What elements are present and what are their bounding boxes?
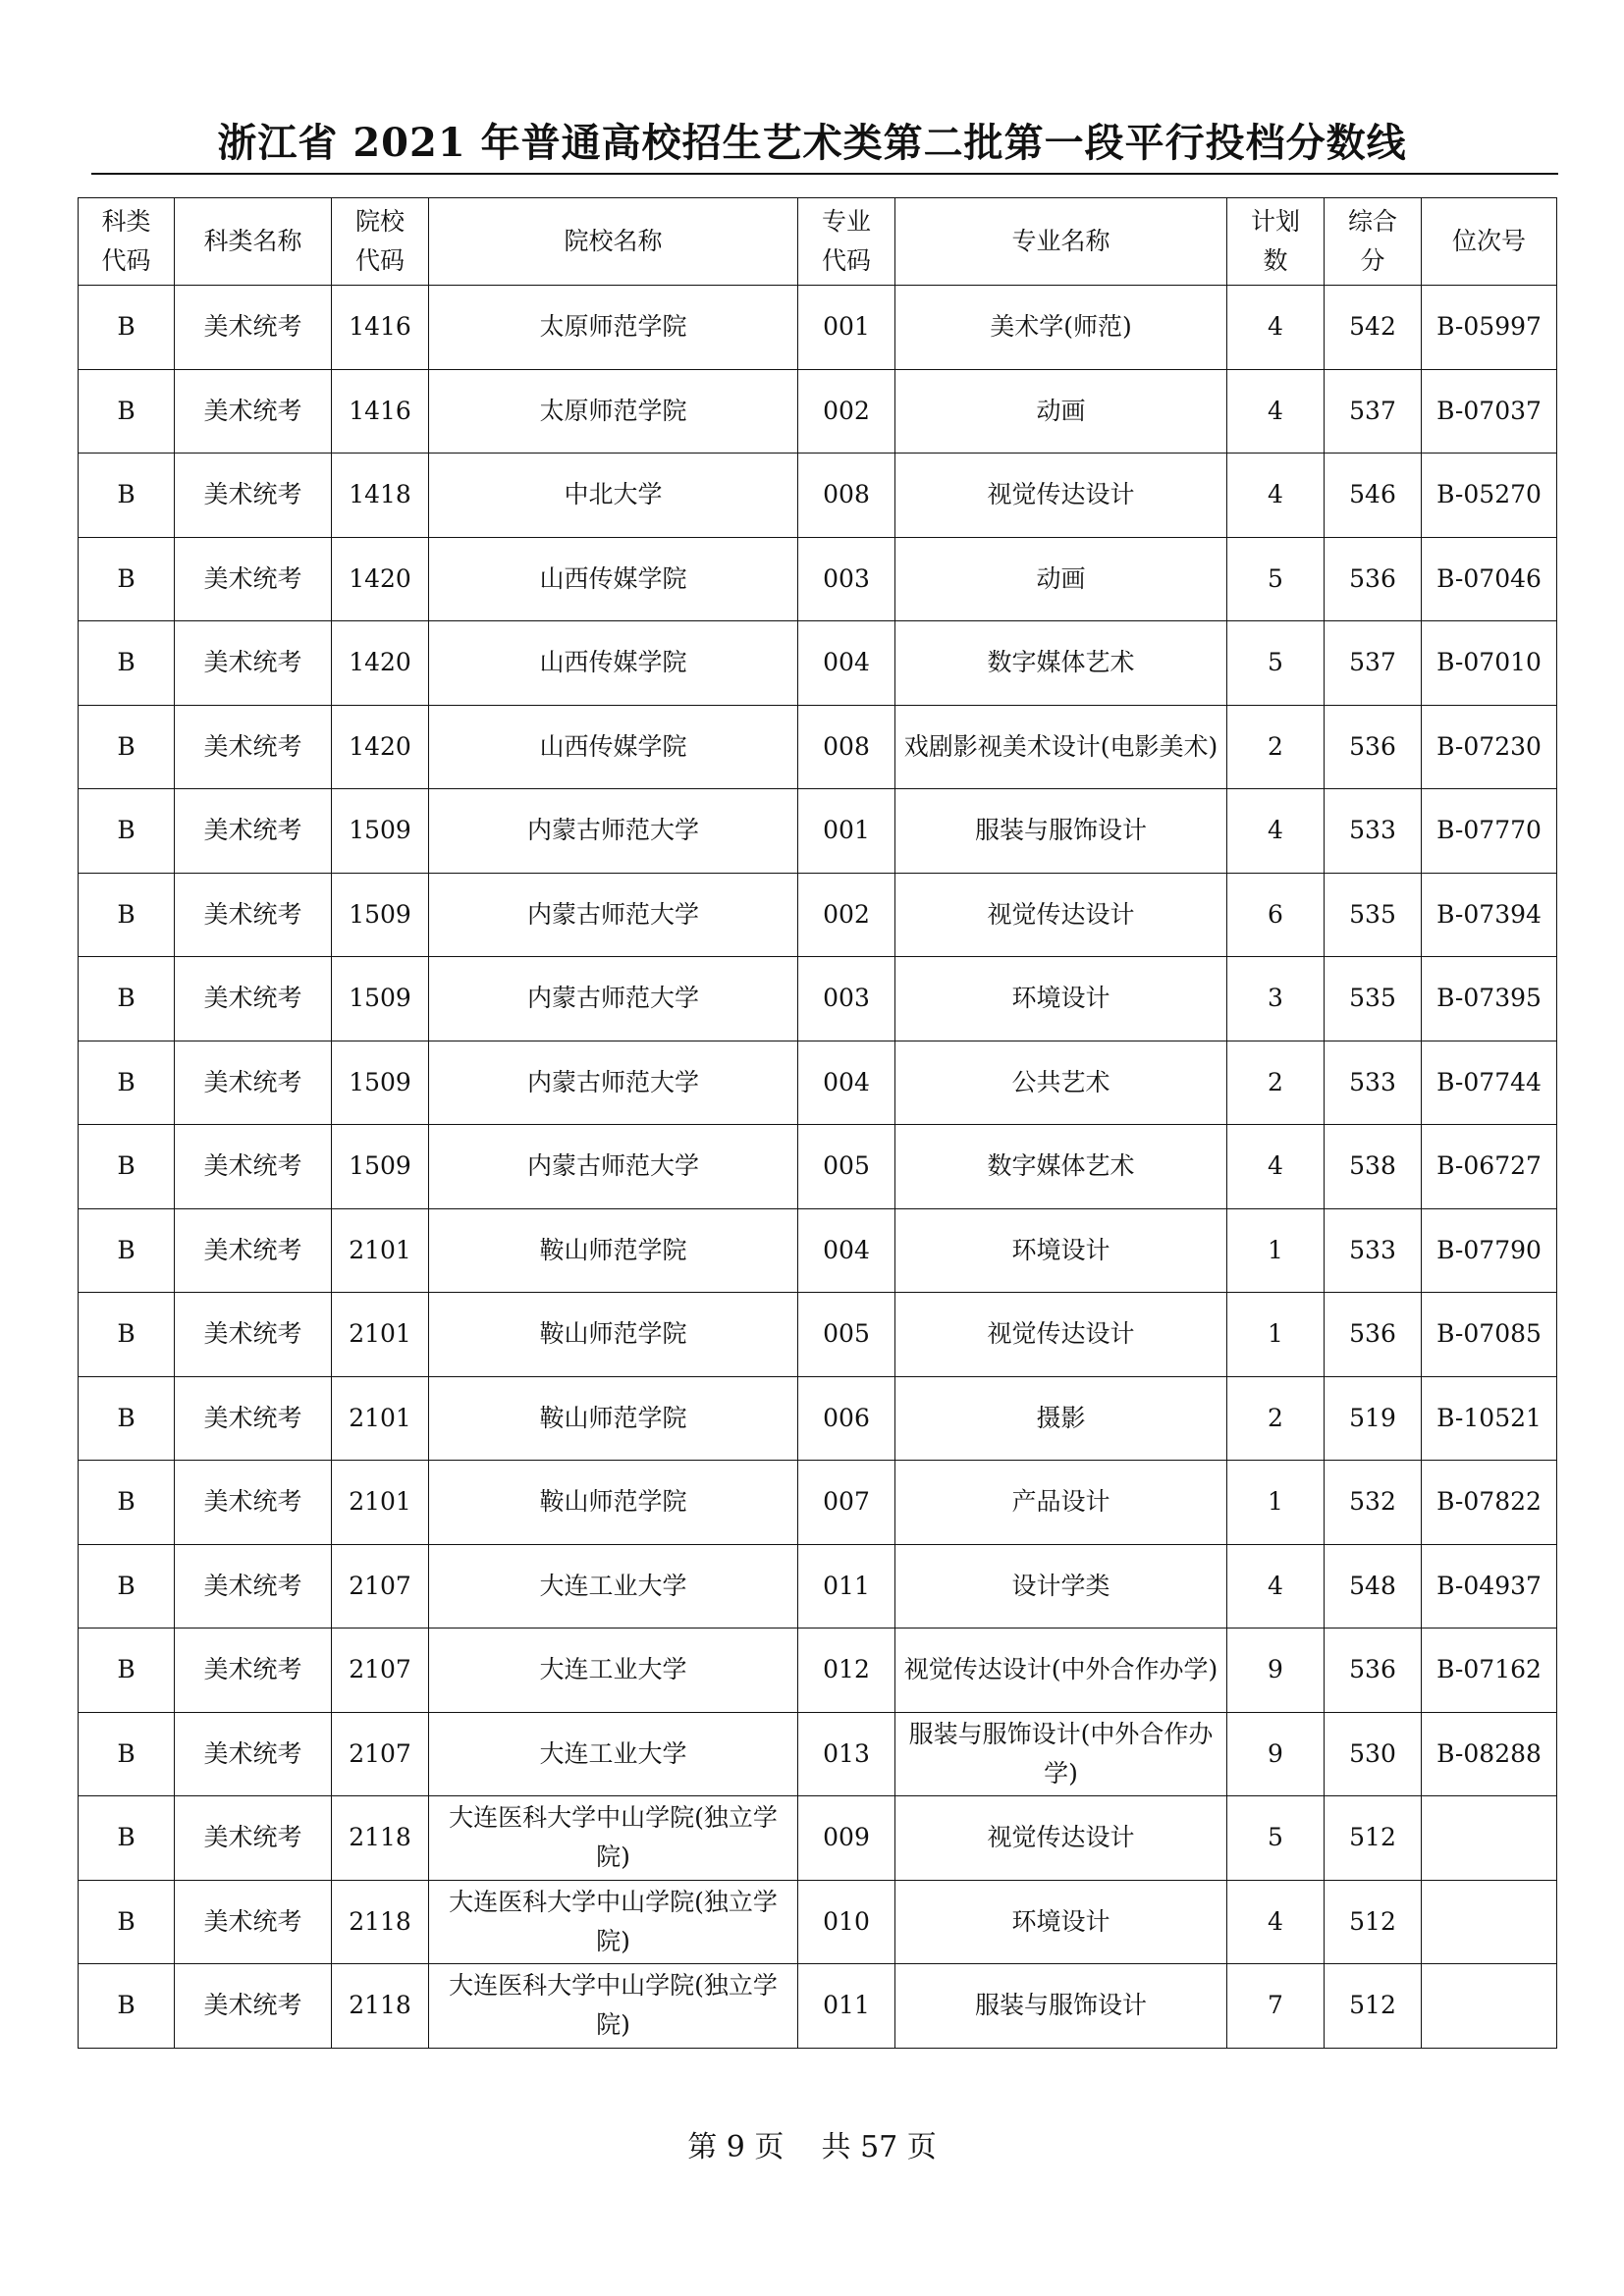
table-row bbox=[79, 705, 1557, 789]
score-table bbox=[78, 197, 1557, 2049]
cell-subject-code: B bbox=[79, 1544, 175, 1629]
cell-plan: 2 bbox=[1227, 705, 1325, 789]
cell-subject-name: 美术统考 bbox=[175, 957, 332, 1041]
cell-score: 533 bbox=[1325, 789, 1422, 874]
cell-rank: B-06727 bbox=[1422, 1125, 1557, 1209]
cell-rank: B-07822 bbox=[1422, 1461, 1557, 1545]
cell-plan: 4 bbox=[1227, 1544, 1325, 1629]
header-plan: 计划 数 bbox=[1227, 198, 1325, 286]
cell-subject-code: B bbox=[79, 1461, 175, 1545]
cell-school-code: 1418 bbox=[332, 454, 429, 538]
cell-rank: B-07046 bbox=[1422, 537, 1557, 621]
cell-score: 530 bbox=[1325, 1712, 1422, 1796]
cell-score: 533 bbox=[1325, 1208, 1422, 1293]
cell-subject-name: 美术统考 bbox=[175, 1629, 332, 1713]
cell-subject-name: 美术统考 bbox=[175, 789, 332, 874]
cell-subject-name: 美术统考 bbox=[175, 1125, 332, 1209]
cell-major-code: 008 bbox=[798, 705, 895, 789]
cell-major-code: 001 bbox=[798, 286, 895, 370]
table-row bbox=[79, 1796, 1557, 1881]
cell-major-code: 001 bbox=[798, 789, 895, 874]
cell-major-name: 美术学(师范) bbox=[895, 286, 1227, 370]
table-row bbox=[79, 537, 1557, 621]
header-rank: 位次号 bbox=[1422, 198, 1557, 286]
header-subject-code: 科类 代码 bbox=[79, 198, 175, 286]
cell-school-code: 1416 bbox=[332, 369, 429, 454]
cell-major-name: 摄影 bbox=[895, 1376, 1227, 1461]
header-school-code: 院校 代码 bbox=[332, 198, 429, 286]
cell-major-name: 数字媒体艺术 bbox=[895, 1125, 1227, 1209]
cell-major-name: 设计学类 bbox=[895, 1544, 1227, 1629]
cell-score: 536 bbox=[1325, 537, 1422, 621]
table-row bbox=[79, 1712, 1557, 1796]
cell-major-name: 环境设计 bbox=[895, 1880, 1227, 1964]
cell-major-code: 012 bbox=[798, 1629, 895, 1713]
cell-school-code: 1420 bbox=[332, 621, 429, 706]
cell-major-name: 服装与服饰设计(中外合作办学) bbox=[895, 1712, 1227, 1796]
header-subject-name: 科类名称 bbox=[175, 198, 332, 286]
cell-plan: 5 bbox=[1227, 537, 1325, 621]
cell-school-name: 鞍山师范学院 bbox=[429, 1293, 798, 1377]
cell-subject-code: B bbox=[79, 369, 175, 454]
cell-school-code: 2107 bbox=[332, 1629, 429, 1713]
cell-school-code: 1420 bbox=[332, 537, 429, 621]
cell-school-code: 1416 bbox=[332, 286, 429, 370]
cell-school-code: 1509 bbox=[332, 789, 429, 874]
cell-school-code: 2118 bbox=[332, 1964, 429, 2049]
cell-major-code: 004 bbox=[798, 621, 895, 706]
cell-subject-name: 美术统考 bbox=[175, 621, 332, 706]
page-footer bbox=[0, 2127, 1624, 2168]
cell-school-name: 大连工业大学 bbox=[429, 1712, 798, 1796]
cell-subject-name: 美术统考 bbox=[175, 454, 332, 538]
cell-subject-name: 美术统考 bbox=[175, 1712, 332, 1796]
cell-major-name: 动画 bbox=[895, 369, 1227, 454]
cell-plan: 2 bbox=[1227, 1041, 1325, 1125]
title-underline bbox=[91, 173, 1558, 175]
cell-score: 533 bbox=[1325, 1041, 1422, 1125]
cell-subject-code: B bbox=[79, 957, 175, 1041]
cell-major-code: 004 bbox=[798, 1208, 895, 1293]
header-major-name: 专业名称 bbox=[895, 198, 1227, 286]
cell-subject-code: B bbox=[79, 1041, 175, 1125]
cell-rank: B-05997 bbox=[1422, 286, 1557, 370]
cell-rank: B-05270 bbox=[1422, 454, 1557, 538]
cell-major-code: 010 bbox=[798, 1880, 895, 1964]
table-row bbox=[79, 1544, 1557, 1629]
cell-major-code: 005 bbox=[798, 1125, 895, 1209]
cell-school-code: 2118 bbox=[332, 1796, 429, 1881]
table-row bbox=[79, 1293, 1557, 1377]
cell-rank: B-10521 bbox=[1422, 1376, 1557, 1461]
cell-school-name: 内蒙古师范大学 bbox=[429, 1041, 798, 1125]
cell-major-name: 公共艺术 bbox=[895, 1041, 1227, 1125]
table-row bbox=[79, 957, 1557, 1041]
cell-score: 536 bbox=[1325, 1629, 1422, 1713]
cell-subject-name: 美术统考 bbox=[175, 1041, 332, 1125]
table-row bbox=[79, 1041, 1557, 1125]
cell-major-code: 009 bbox=[798, 1796, 895, 1881]
cell-major-name: 视觉传达设计 bbox=[895, 1293, 1227, 1377]
cell-school-name: 内蒙古师范大学 bbox=[429, 1125, 798, 1209]
cell-subject-code: B bbox=[79, 621, 175, 706]
cell-rank: B-08288 bbox=[1422, 1712, 1557, 1796]
cell-score: 535 bbox=[1325, 873, 1422, 957]
cell-major-name: 数字媒体艺术 bbox=[895, 621, 1227, 706]
cell-plan: 6 bbox=[1227, 873, 1325, 957]
cell-school-name: 大连医科大学中山学院(独立学院) bbox=[429, 1964, 798, 2049]
cell-school-name: 山西传媒学院 bbox=[429, 621, 798, 706]
table-row bbox=[79, 1208, 1557, 1293]
cell-school-name: 内蒙古师范大学 bbox=[429, 789, 798, 874]
cell-major-name: 动画 bbox=[895, 537, 1227, 621]
page-title: 浙江省 2021 年普通高校招生艺术类第二批第一段平行投档分数线 bbox=[217, 120, 1407, 166]
cell-major-code: 011 bbox=[798, 1964, 895, 2049]
cell-subject-code: B bbox=[79, 1964, 175, 2049]
cell-score: 512 bbox=[1325, 1880, 1422, 1964]
cell-major-name: 视觉传达设计 bbox=[895, 873, 1227, 957]
cell-rank bbox=[1422, 1964, 1557, 2049]
cell-school-code: 1509 bbox=[332, 1041, 429, 1125]
cell-plan: 4 bbox=[1227, 369, 1325, 454]
cell-school-name: 太原师范学院 bbox=[429, 369, 798, 454]
page-number: 第 9 页 bbox=[687, 2130, 785, 2164]
cell-major-name: 服装与服饰设计 bbox=[895, 1964, 1227, 2049]
cell-rank: B-07162 bbox=[1422, 1629, 1557, 1713]
table-row bbox=[79, 1125, 1557, 1209]
cell-rank: B-07744 bbox=[1422, 1041, 1557, 1125]
cell-plan: 3 bbox=[1227, 957, 1325, 1041]
cell-subject-code: B bbox=[79, 1629, 175, 1713]
cell-major-name: 产品设计 bbox=[895, 1461, 1227, 1545]
cell-subject-name: 美术统考 bbox=[175, 873, 332, 957]
table-row bbox=[79, 454, 1557, 538]
cell-score: 532 bbox=[1325, 1461, 1422, 1545]
cell-subject-code: B bbox=[79, 789, 175, 874]
cell-major-name: 视觉传达设计 bbox=[895, 1796, 1227, 1881]
table-row bbox=[79, 621, 1557, 706]
cell-subject-name: 美术统考 bbox=[175, 369, 332, 454]
cell-plan: 4 bbox=[1227, 1880, 1325, 1964]
table-header-row bbox=[79, 198, 1557, 286]
cell-major-name: 环境设计 bbox=[895, 1208, 1227, 1293]
cell-school-code: 2101 bbox=[332, 1293, 429, 1377]
cell-score: 538 bbox=[1325, 1125, 1422, 1209]
table-row bbox=[79, 1461, 1557, 1545]
cell-plan: 1 bbox=[1227, 1461, 1325, 1545]
table-row bbox=[79, 286, 1557, 370]
cell-school-code: 1509 bbox=[332, 873, 429, 957]
cell-major-code: 002 bbox=[798, 873, 895, 957]
cell-major-name: 视觉传达设计(中外合作办学) bbox=[895, 1629, 1227, 1713]
cell-major-code: 011 bbox=[798, 1544, 895, 1629]
cell-subject-name: 美术统考 bbox=[175, 1208, 332, 1293]
cell-school-name: 中北大学 bbox=[429, 454, 798, 538]
cell-plan: 1 bbox=[1227, 1293, 1325, 1377]
cell-subject-code: B bbox=[79, 705, 175, 789]
cell-school-name: 山西传媒学院 bbox=[429, 705, 798, 789]
cell-school-code: 2118 bbox=[332, 1880, 429, 1964]
cell-major-name: 视觉传达设计 bbox=[895, 454, 1227, 538]
cell-school-code: 2101 bbox=[332, 1376, 429, 1461]
table-row bbox=[79, 1629, 1557, 1713]
cell-subject-name: 美术统考 bbox=[175, 1544, 332, 1629]
cell-plan: 5 bbox=[1227, 1796, 1325, 1881]
cell-plan: 7 bbox=[1227, 1964, 1325, 2049]
cell-major-code: 005 bbox=[798, 1293, 895, 1377]
cell-score: 536 bbox=[1325, 705, 1422, 789]
cell-major-code: 008 bbox=[798, 454, 895, 538]
cell-major-code: 007 bbox=[798, 1461, 895, 1545]
cell-score: 537 bbox=[1325, 621, 1422, 706]
cell-subject-name: 美术统考 bbox=[175, 1880, 332, 1964]
table-body bbox=[79, 286, 1557, 2049]
cell-school-code: 1509 bbox=[332, 957, 429, 1041]
cell-subject-code: B bbox=[79, 1712, 175, 1796]
cell-school-name: 大连工业大学 bbox=[429, 1629, 798, 1713]
cell-score: 512 bbox=[1325, 1796, 1422, 1881]
cell-school-name: 大连医科大学中山学院(独立学院) bbox=[429, 1880, 798, 1964]
cell-school-code: 1509 bbox=[332, 1125, 429, 1209]
cell-score: 546 bbox=[1325, 454, 1422, 538]
table-row bbox=[79, 789, 1557, 874]
cell-school-code: 2101 bbox=[332, 1461, 429, 1545]
cell-major-name: 服装与服饰设计 bbox=[895, 789, 1227, 874]
cell-subject-code: B bbox=[79, 1208, 175, 1293]
cell-rank: B-07085 bbox=[1422, 1293, 1557, 1377]
cell-score: 536 bbox=[1325, 1293, 1422, 1377]
cell-school-name: 内蒙古师范大学 bbox=[429, 957, 798, 1041]
cell-rank: B-07394 bbox=[1422, 873, 1557, 957]
cell-school-name: 太原师范学院 bbox=[429, 286, 798, 370]
cell-plan: 9 bbox=[1227, 1629, 1325, 1713]
cell-school-code: 2107 bbox=[332, 1544, 429, 1629]
table-row bbox=[79, 873, 1557, 957]
cell-major-code: 002 bbox=[798, 369, 895, 454]
cell-rank bbox=[1422, 1880, 1557, 1964]
cell-rank: B-07230 bbox=[1422, 705, 1557, 789]
cell-subject-name: 美术统考 bbox=[175, 1293, 332, 1377]
cell-score: 542 bbox=[1325, 286, 1422, 370]
table-row bbox=[79, 1880, 1557, 1964]
page-total: 共 57 页 bbox=[821, 2130, 937, 2164]
cell-major-code: 003 bbox=[798, 957, 895, 1041]
cell-subject-name: 美术统考 bbox=[175, 286, 332, 370]
cell-plan: 2 bbox=[1227, 1376, 1325, 1461]
cell-subject-code: B bbox=[79, 1880, 175, 1964]
cell-score: 548 bbox=[1325, 1544, 1422, 1629]
table-row bbox=[79, 1376, 1557, 1461]
cell-subject-code: B bbox=[79, 286, 175, 370]
cell-rank bbox=[1422, 1796, 1557, 1881]
cell-subject-name: 美术统考 bbox=[175, 1376, 332, 1461]
cell-school-name: 鞍山师范学院 bbox=[429, 1208, 798, 1293]
cell-school-code: 2101 bbox=[332, 1208, 429, 1293]
cell-school-name: 山西传媒学院 bbox=[429, 537, 798, 621]
cell-major-code: 013 bbox=[798, 1712, 895, 1796]
header-score: 综合 分 bbox=[1325, 198, 1422, 286]
header-major-code: 专业 代码 bbox=[798, 198, 895, 286]
cell-subject-code: B bbox=[79, 537, 175, 621]
cell-subject-code: B bbox=[79, 1796, 175, 1881]
cell-school-code: 1420 bbox=[332, 705, 429, 789]
cell-subject-name: 美术统考 bbox=[175, 1796, 332, 1881]
cell-major-code: 003 bbox=[798, 537, 895, 621]
cell-plan: 1 bbox=[1227, 1208, 1325, 1293]
cell-subject-code: B bbox=[79, 873, 175, 957]
cell-subject-code: B bbox=[79, 1293, 175, 1377]
cell-subject-name: 美术统考 bbox=[175, 1964, 332, 2049]
cell-school-name: 大连医科大学中山学院(独立学院) bbox=[429, 1796, 798, 1881]
cell-subject-code: B bbox=[79, 454, 175, 538]
cell-score: 537 bbox=[1325, 369, 1422, 454]
cell-rank: B-07037 bbox=[1422, 369, 1557, 454]
cell-plan: 9 bbox=[1227, 1712, 1325, 1796]
header-school-name: 院校名称 bbox=[429, 198, 798, 286]
cell-rank: B-04937 bbox=[1422, 1544, 1557, 1629]
cell-school-name: 鞍山师范学院 bbox=[429, 1461, 798, 1545]
cell-score: 519 bbox=[1325, 1376, 1422, 1461]
table-row bbox=[79, 1964, 1557, 2049]
cell-score: 512 bbox=[1325, 1964, 1422, 2049]
table-row bbox=[79, 369, 1557, 454]
cell-major-name: 戏剧影视美术设计(电影美术) bbox=[895, 705, 1227, 789]
cell-major-code: 006 bbox=[798, 1376, 895, 1461]
cell-school-name: 内蒙古师范大学 bbox=[429, 873, 798, 957]
cell-score: 535 bbox=[1325, 957, 1422, 1041]
cell-rank: B-07770 bbox=[1422, 789, 1557, 874]
cell-rank: B-07395 bbox=[1422, 957, 1557, 1041]
cell-plan: 4 bbox=[1227, 454, 1325, 538]
cell-major-name: 环境设计 bbox=[895, 957, 1227, 1041]
cell-rank: B-07790 bbox=[1422, 1208, 1557, 1293]
cell-subject-code: B bbox=[79, 1376, 175, 1461]
cell-school-name: 大连工业大学 bbox=[429, 1544, 798, 1629]
cell-subject-name: 美术统考 bbox=[175, 705, 332, 789]
cell-plan: 4 bbox=[1227, 286, 1325, 370]
cell-school-code: 2107 bbox=[332, 1712, 429, 1796]
cell-plan: 4 bbox=[1227, 789, 1325, 874]
cell-plan: 5 bbox=[1227, 621, 1325, 706]
cell-plan: 4 bbox=[1227, 1125, 1325, 1209]
cell-major-code: 004 bbox=[798, 1041, 895, 1125]
cell-subject-name: 美术统考 bbox=[175, 537, 332, 621]
cell-rank: B-07010 bbox=[1422, 621, 1557, 706]
cell-subject-code: B bbox=[79, 1125, 175, 1209]
cell-subject-name: 美术统考 bbox=[175, 1461, 332, 1545]
cell-school-name: 鞍山师范学院 bbox=[429, 1376, 798, 1461]
